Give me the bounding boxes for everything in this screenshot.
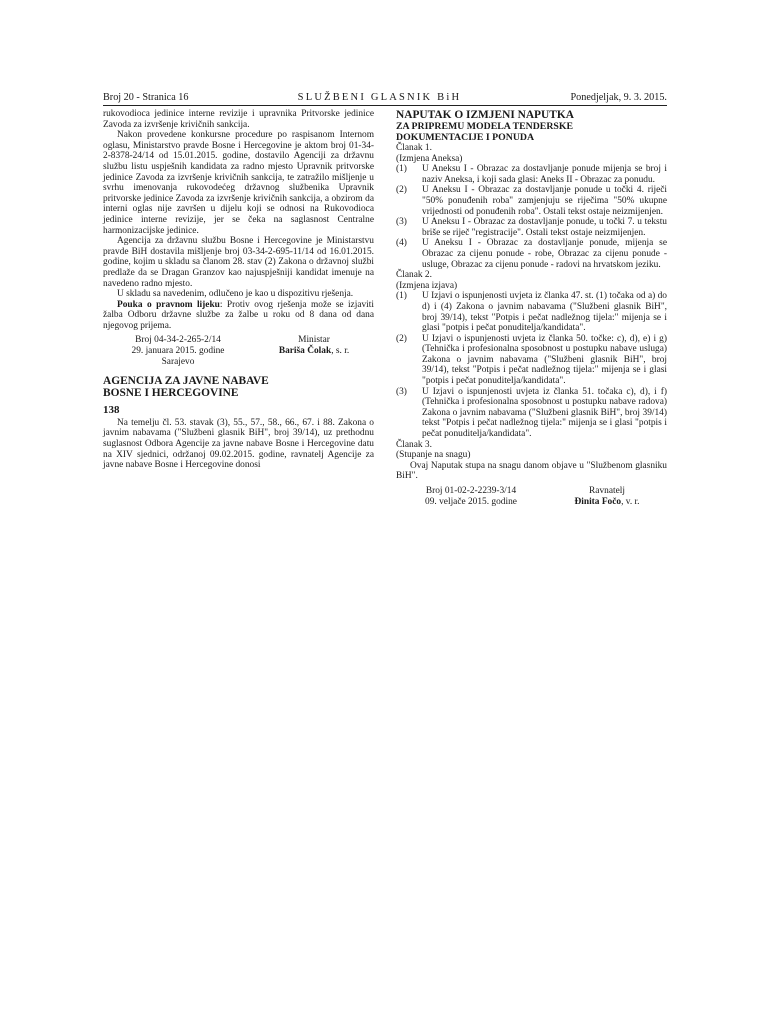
right-column <box>396 109 667 507</box>
instruction-title: NAPUTAK O IZMJENI NAPUTKA <box>396 109 574 121</box>
list-item: (1) U Izjavi o ispunjenosti uvjeta iz članka 47. st. (1) točaka od a) do d) i (4) Zakona o javnim nabavama ("Službeni glasnik BiH", broj 39/14), tekst "Potpis i pečat nadležnog tijela:" mijenja se i glasi "potpis i pečat ponuditelja/kandidata". <box>396 291 667 334</box>
issue-date: Ponedjeljak, 9. 3. 2015. <box>570 92 667 103</box>
list-item: (2) U Aneksu I - Obrazac za dostavljanje ponude u točki 4. riječi "50% ponuđenih roba" zamjenjuju se riječima "50% ukupne vrijednosti od ponuđenih roba". Ostali tekst ostaje neizmijenjen. <box>396 185 667 217</box>
gazette-title: SLUŽBENI GLASNIK BiH <box>297 92 462 103</box>
article-1-items <box>396 164 667 270</box>
agency-subtitle: BOSNE I HERCEGOVINE <box>103 387 239 400</box>
document-date: 09. veljače 2015. godine <box>425 496 517 507</box>
list-item: (1) U Aneksu I - Obrazac za dostavljanje ponude mijenja se broj i naziv Aneksa, i koji sada glasi: Aneks II - Obrazac za ponudu. <box>396 164 667 185</box>
article-2-subheading: (Izmjena izjava) <box>396 280 458 291</box>
left-column <box>103 109 374 507</box>
document-number: Broj 01-02-2-2239-3/14 <box>425 486 517 496</box>
list-item: (3) U Izjavi o ispunjenosti uvjeta iz članka 51. točaka c), d), i f) (Tehnička i profesionalna sposobnost u postupku nabave radova) Zakona o javnim nabavama ("Službeni glasnik BiH", broj 39/14) tekst "Potpis i pečat nadležnog tijela:" mijenja se i glasi "potpis i pečat ponuditelja/kandidata". <box>396 386 667 440</box>
article-2-items <box>396 291 667 439</box>
document-place: Sarajevo <box>161 356 195 367</box>
gazette-page <box>103 92 667 507</box>
list-item: (4) U Aneksu I - Obrazac za dostavljanje ponude, mijenja se Obrazac za cijenu ponude - robe, Obrazac za cijenu ponude - usluge, Obrazac za cijenu ponude - radovi na hrvatskom jeziku. <box>396 238 667 270</box>
article-1-subheading: (Izmjena Aneksa) <box>396 153 463 164</box>
legal-remedy-text: : Protiv ovog rješenja može se izjaviti žalba Odboru državne službe za žalbe u roku od 8 dana od dana njegovog prijema. <box>103 299 374 331</box>
document-number: Broj 04-34-2-265-2/14 <box>135 335 221 346</box>
signature-block <box>396 486 667 497</box>
paragraph: Agencija za državnu službu Bosne i Hercegovine je Ministarstvu pravde BiH dostavila mišljenje broj 03-34-2-695-11/14 od 16.01.2015. godine, kojim u skladu sa članom 28. stav (2) Zakona o državnoj službi predlaže da se Dragan Granzov kao najuspješniji kandidat imenuje na navedeno radno mjesto. <box>103 236 374 289</box>
article-1-heading: Članak 1. <box>396 143 432 153</box>
signature-block <box>103 335 374 346</box>
paragraph: U skladu sa navedenim, odlučeno je kao u dispozitivu rješenja. <box>117 289 354 300</box>
signatory-title: Ministar <box>298 335 330 346</box>
instruction-subtitle-1: ZA PRIPREMU MODELA TENDERSKE <box>396 121 574 132</box>
article-3-subheading: (Stupanje na snagu) <box>396 450 471 461</box>
issue-page-number: Broj 20 - Stranica 16 <box>103 92 189 103</box>
document-date: 29. januara 2015. godine <box>131 346 225 357</box>
list-item: (2) U Izjavi o ispunjenosti uvjeta iz članka 50. točke: c), d), e) i g) (Tehnička i profesionalna sposobnost u postupku nabave usluga) Zakona o javnim nabavama ("Službeni glasnik BiH", broj 39/14), tekst "Potpis i pečat nadležnog tijela:" mijenja se i glasi "potpis i pečat ponuditelja/kandidata". <box>396 333 667 387</box>
signatory-name: Đinita Fočo, v. r. <box>574 496 640 507</box>
page-header <box>103 92 667 106</box>
agency-title: AGENCIJA ZA JAVNE NABAVE <box>103 375 269 388</box>
paragraph: Nakon provedene konkursne procedure po raspisanom Internom oglasu, Ministarstvo pravde Bosne i Hercegovine je aktom broj 01-34-2-8378-24/14 od 15.01.2015. godine, dostavilo Agenciji za državnu službu listu uspješnih kandidata za radno mjesto Upravnik pritvorske jedinice Zavoda za izvršenje krivičnih sankcija, te zatražilo mišljenje u svrhu imenovanja rukovodećeg državnog službenika Upravnik pritvorske jedinice Zavoda za izvršenje krivičnih sankcija, a obzirom da interni oglas nije završen u dijelu koji se odnosi na Rukovodioca jedinice interne revizije, jer se čeka na saglasnost Centralne harmonizacijske jedinice. <box>103 130 374 236</box>
act-number: 138 <box>103 404 120 417</box>
signatory-title: Ravnatelj <box>589 486 625 496</box>
article-3-text: Ovaj Naputak stupa na snagu danom objave u "Službenom glasniku BiH". <box>396 460 667 482</box>
paragraph: rukovodioca jedinice interne revizije i upravnika Pritvorske jedinice Zavoda za izvršenje krivičnih sankcija. <box>103 109 374 130</box>
article-3-heading: Članak 3. <box>396 439 432 450</box>
signatory-name: Bariša Čolak, s. r. <box>278 346 350 357</box>
legal-remedy-label: Pouka o pravnom lijeku <box>117 299 220 310</box>
preamble-paragraph: Na temelju čl. 53. stavak (3), 55., 57., 58., 66., 67. i 88. Zakona o javnim nabavama ("Službeni glasnik BiH", broj 39/14), uz prethodnu suglasnost Odbora Agencije za javne nabave Bosne i Hercegovine datu na XIV sjednici, održanoj 09.02.2015. godine, ravnatelj Agencije za javne nabave Bosne i Hercegovine donosi <box>103 417 374 471</box>
legal-remedy-paragraph <box>103 300 374 332</box>
article-2-heading: Članak 2. <box>396 270 432 281</box>
list-item: (3) U Aneksu I - Obrazac za dostavljanje ponude, u točki 7. u tekstu briše se riječ "registracije". Ostali tekst ostaje neizmijenjen. <box>396 217 667 238</box>
instruction-subtitle-2: DOKUMENTACIJE I PONUDA <box>396 132 535 143</box>
